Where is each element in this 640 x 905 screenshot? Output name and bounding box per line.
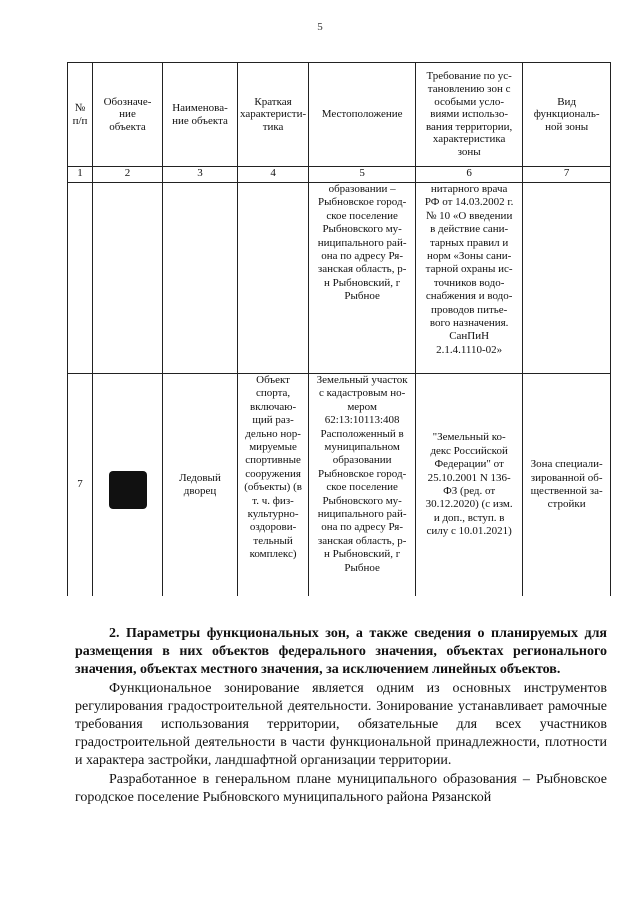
cell-designation <box>93 374 163 597</box>
column-number: 7 <box>523 167 611 183</box>
header-requirement: Требование по ус- тановлению зон с особыми усло- виями использо- вания территории, характеристика зоны <box>416 63 523 167</box>
column-number: 5 <box>309 167 416 183</box>
column-number: 4 <box>238 167 309 183</box>
column-number: 1 <box>68 167 93 183</box>
cell-empty <box>68 183 93 374</box>
cell-requirement: нитарного врача РФ от 14.03.2002 г. № 10 «О введении в действие сани- тарных правил и норм «Зоны сани- тарной охраны ис- точников водо- снабжения и водо- проводов питье- вого назначения. СанПиН 2.1.4.1110-02» <box>416 183 523 374</box>
black-square-symbol-icon <box>109 471 147 509</box>
table-header-row <box>68 63 611 167</box>
header-number: № п/п <box>68 63 93 167</box>
table-row <box>68 374 611 597</box>
column-number: 3 <box>163 167 238 183</box>
cell-zone-type: Зона специали- зированной об- щественной за- стройки <box>523 374 611 597</box>
cell-location: Земельный участок с кадастровым но- мером 62:13:10113:408 Расположенный в муниципальном образовании Рыбновское город- ское поселение Рыбновского му- ниципального рай- она по адресу Ря- занская область, р- н Рыбновский, г Рыбное <box>309 374 416 597</box>
cell-empty <box>163 183 238 374</box>
cell-number: 7 <box>68 374 93 597</box>
cell-requirement: "Земельный ко- декс Российской Федерации" от 25.10.2001 N 136- ФЗ (ред. от 30.12.2020) (с изм. и доп., вступ. в силу с 10.01.2021) <box>416 374 523 597</box>
cell-empty <box>523 183 611 374</box>
cell-empty <box>238 183 309 374</box>
column-numbers-row <box>68 167 611 183</box>
column-number: 2 <box>93 167 163 183</box>
objects-table <box>67 62 611 596</box>
header-description: Краткая характеристи- тика <box>238 63 309 167</box>
column-number: 6 <box>416 167 523 183</box>
cell-empty <box>93 183 163 374</box>
cell-description: Объект спорта, включаю- щий раз- дельно нор- мируемые спортивные сооружения (объекты) (в т. ч. физ- культурно- оздорови- тельный комплекс) <box>238 374 309 597</box>
cell-name: Ледовый дворец <box>163 374 238 597</box>
paragraph: Функциональное зонирование является одним из основных инструментов регулирования градостроительной деятельности. Зонирование устанавливает рамочные требования использования территории, обязательные для всех участников градостроительной деятельности в части функциональной принадлежности, плотности и характера застройки, ландшафтной организации территории. <box>75 680 607 769</box>
section-2 <box>75 625 607 807</box>
section-heading: 2. Параметры функциональных зон, а также сведения о планируемых для размещения в них объектов федерального значения, объектах регионального значения, объектах местного значения, за исключением линейных объектов. <box>75 626 607 678</box>
header-zone-type: Вид функциональ- ной зоны <box>523 63 611 167</box>
cell-location: образовании – Рыбновское город- ское поселение Рыбновского му- ниципального рай- она по адресу Ря- занская область, р- н Рыбновский, г Рыбное <box>309 183 416 374</box>
header-designation: Обозначе- ние объекта <box>93 63 163 167</box>
table-row-continuation <box>68 183 611 374</box>
page-number: 5 <box>317 21 323 33</box>
paragraph: Разработанное в генеральном плане муниципального образования – Рыбновское городское поселение Рыбновского муниципального района Рязанской <box>75 771 607 805</box>
header-name: Наименова- ние объекта <box>163 63 238 167</box>
header-location: Местоположение <box>309 63 416 167</box>
